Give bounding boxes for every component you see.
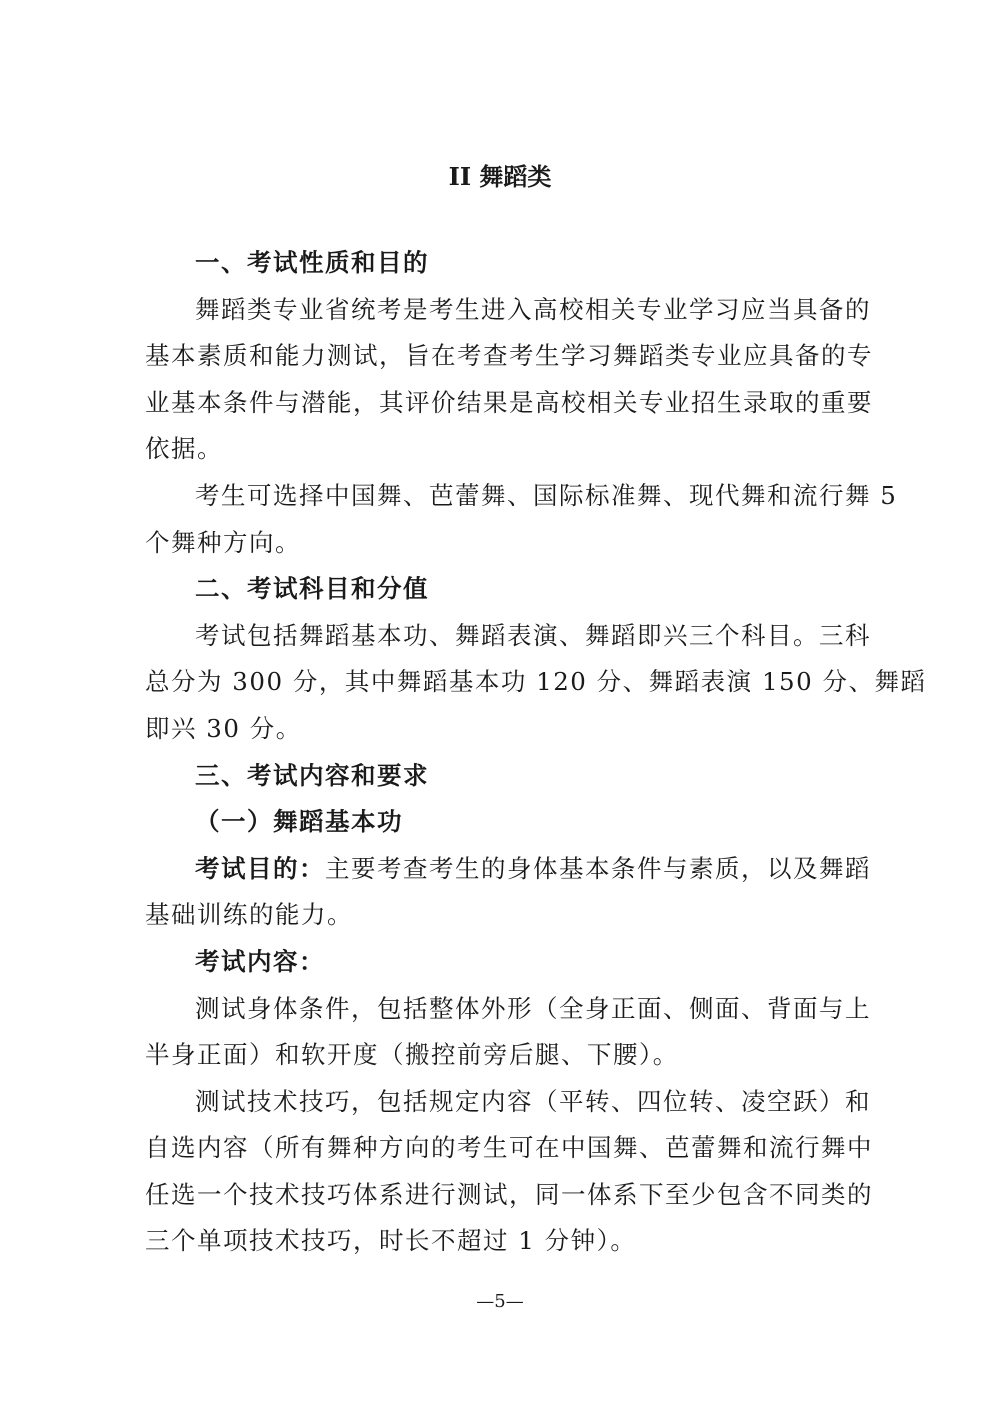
paragraph-line: 依据。 [145,434,223,464]
paragraph-line: 测试身体条件，包括整体外形（全身正面、侧面、背面与上 [195,993,871,1023]
paragraph-line: 半身正面）和软开度（搬控前旁后腿、下腰）。 [145,1040,679,1070]
paragraph-line: 考试包括舞蹈基本功、舞蹈表演、舞蹈即兴三个科目。三科 [195,620,871,650]
paragraph-line: 任选一个技术技巧体系进行测试，同一体系下至少包含不同类的 [145,1179,873,1209]
paragraph-line: 基础训练的能力。 [145,900,353,930]
paragraph-line: 自选内容（所有舞种方向的考生可在中国舞、芭蕾舞和流行舞中 [145,1133,873,1163]
paragraph-line: 总分为 300 分，其中舞蹈基本功 120 分、舞蹈表演 150 分、舞蹈 [145,667,927,697]
content-label: 考试内容： [195,946,325,976]
purpose-label: 考试目的： [195,853,325,883]
paragraph-line: 舞蹈类专业省统考是考生进入高校相关专业学习应当具备的 [195,294,871,324]
paragraph-line: 测试技术技巧，包括规定内容（平转、四位转、凌空跃）和 [195,1086,871,1116]
paragraph-line: 个舞种方向。 [145,527,301,557]
paragraph-line: 基本素质和能力测试，旨在考查考生学习舞蹈类专业应具备的专 [145,341,873,371]
document-body [145,240,927,1265]
section-heading-3: 三、考试内容和要求 [195,760,429,790]
page-title: II 舞蹈类 [448,162,552,191]
paragraph-line: 即兴 30 分。 [145,713,302,743]
paragraph-line: 三个单项技术技巧，时长不超过 1 分钟）。 [145,1226,637,1256]
purpose-text: 主要考查考生的身体基本条件与素质，以及舞蹈 [325,853,871,883]
section-heading-2: 二、考试科目和分值 [195,574,429,604]
page-number: —5— [476,1291,524,1312]
paragraph-line: 业基本条件与潜能，其评价结果是高校相关专业招生录取的重要 [145,387,873,417]
paragraph-line: 考生可选择中国舞、芭蕾舞、国际标准舞、现代舞和流行舞 5 [195,480,898,510]
subsection-heading: （一）舞蹈基本功 [195,807,403,837]
section-heading-1: 一、考试性质和目的 [195,248,429,277]
paragraph-line [145,846,871,893]
